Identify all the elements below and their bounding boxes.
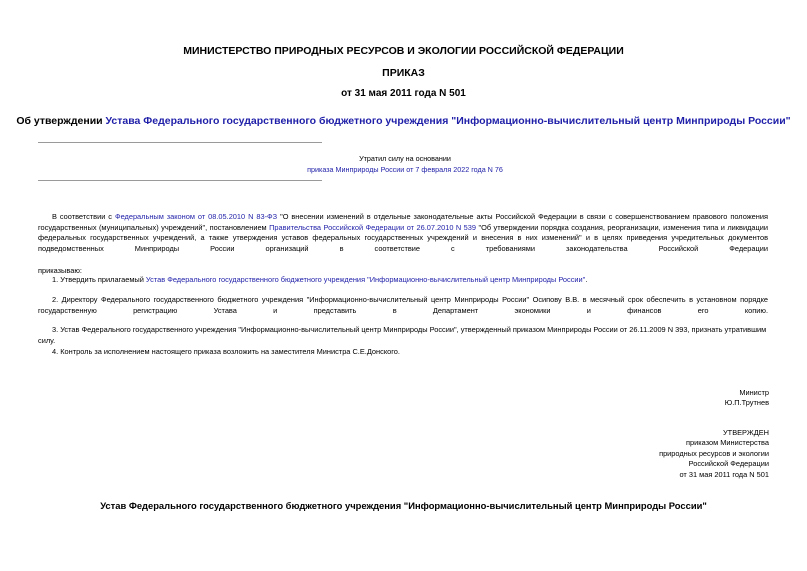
approval-line-4: от 31 мая 2011 года N 501	[679, 469, 769, 479]
title-prefix: Об утверждении	[16, 115, 106, 127]
document-title	[0, 115, 807, 127]
approval-line-3: Российской Федерации	[688, 459, 769, 469]
approval-stamp	[659, 428, 769, 480]
preamble-text-3: "Об утверждении порядка создания, реорганизации, изменения типа и ликвидации федеральных государственных учреждений, а также утверждения уставов федеральных государственных учреждений и внесения в них изменений" и в целях приведения учредительных документов подведомственных Минприроды России организаций в соответствие с требованиями законодательства Российской Федерации	[38, 222, 768, 253]
item-2: 2. Директору Федерального государственного бюджетного учреждения "Информационно-вычислительный центр Минприроды России" Осипову В.В. в месячный срок обеспечить в установном порядке государственную регистрацию Устава и представить в Департамент экономики и финансов его копию.	[38, 295, 768, 315]
signature-name: Ю.П.Трутнев	[724, 398, 769, 408]
ministry-heading: МИНИСТЕРСТВО ПРИРОДНЫХ РЕСУРСОВ И ЭКОЛОГИИ РОССИЙСКОЙ ФЕДЕРАЦИИ	[183, 45, 624, 57]
order-word: приказываю:	[38, 266, 82, 275]
preamble-paragraph	[38, 212, 768, 254]
approved-charter-link[interactable]: Устав Федерального государственного бюджетного учреждения "Информационно-вычислительный центр Минприроды России"	[145, 275, 586, 284]
signature-block	[725, 388, 769, 409]
item-1	[38, 275, 768, 286]
approval-title: УТВЕРЖДЕН	[722, 428, 769, 437]
order-date: от 31 мая 2011 года N 501	[341, 88, 466, 99]
item-4: 4. Контроль за исполнением настоящего приказа возложить на заместителя Министра С.Е.Донского.	[52, 347, 400, 356]
federal-law-link[interactable]: Федеральным законом от 08.05.2010 N 83-ФЗ	[114, 212, 278, 221]
government-resolution-link[interactable]: Правительства Российской Федерации от 26.07.2010 N 539	[269, 222, 477, 232]
signature-position: Министр	[739, 388, 769, 397]
top-divider	[38, 142, 322, 143]
charter-title: Устав Федерального государственного бюджетного учреждения "Информационно-вычислительный центр Минприроды России"	[100, 500, 707, 511]
expired-note-line1: Утратил силу на основании	[359, 154, 451, 163]
item-1-end: .	[585, 275, 588, 284]
bottom-divider	[38, 180, 322, 181]
repeal-order-link[interactable]: приказа Минприроды России от 7 февраля 2022 года N 76	[307, 165, 503, 174]
charter-link[interactable]: Устава Федерального государственного бюджетного учреждения "Информационно-вычислительный центр Минприроды России"	[105, 115, 791, 127]
preamble-text-1: В соответствии с	[52, 212, 115, 221]
item-1-text: 1. Утвердить прилагаемый	[52, 275, 146, 284]
preamble-text-2: "О внесении изменений в отдельные законодательные акты Российской Федерации в связи с совершенствованием правового положения государственных (муниципальных) учреждений", постановлением	[38, 212, 768, 232]
item-3: 3. Устав Федерального государственного учреждения "Информационно-вычислительный центр Минприроды России", утвержденный приказом Минприроды России от 26.11.2009 N 393, признать утратившим силу.	[38, 325, 767, 345]
approval-line-2: природных ресурсов и экологии	[659, 448, 769, 458]
order-heading: ПРИКАЗ	[382, 67, 425, 79]
approval-line-1: приказом Министерства	[686, 438, 769, 448]
